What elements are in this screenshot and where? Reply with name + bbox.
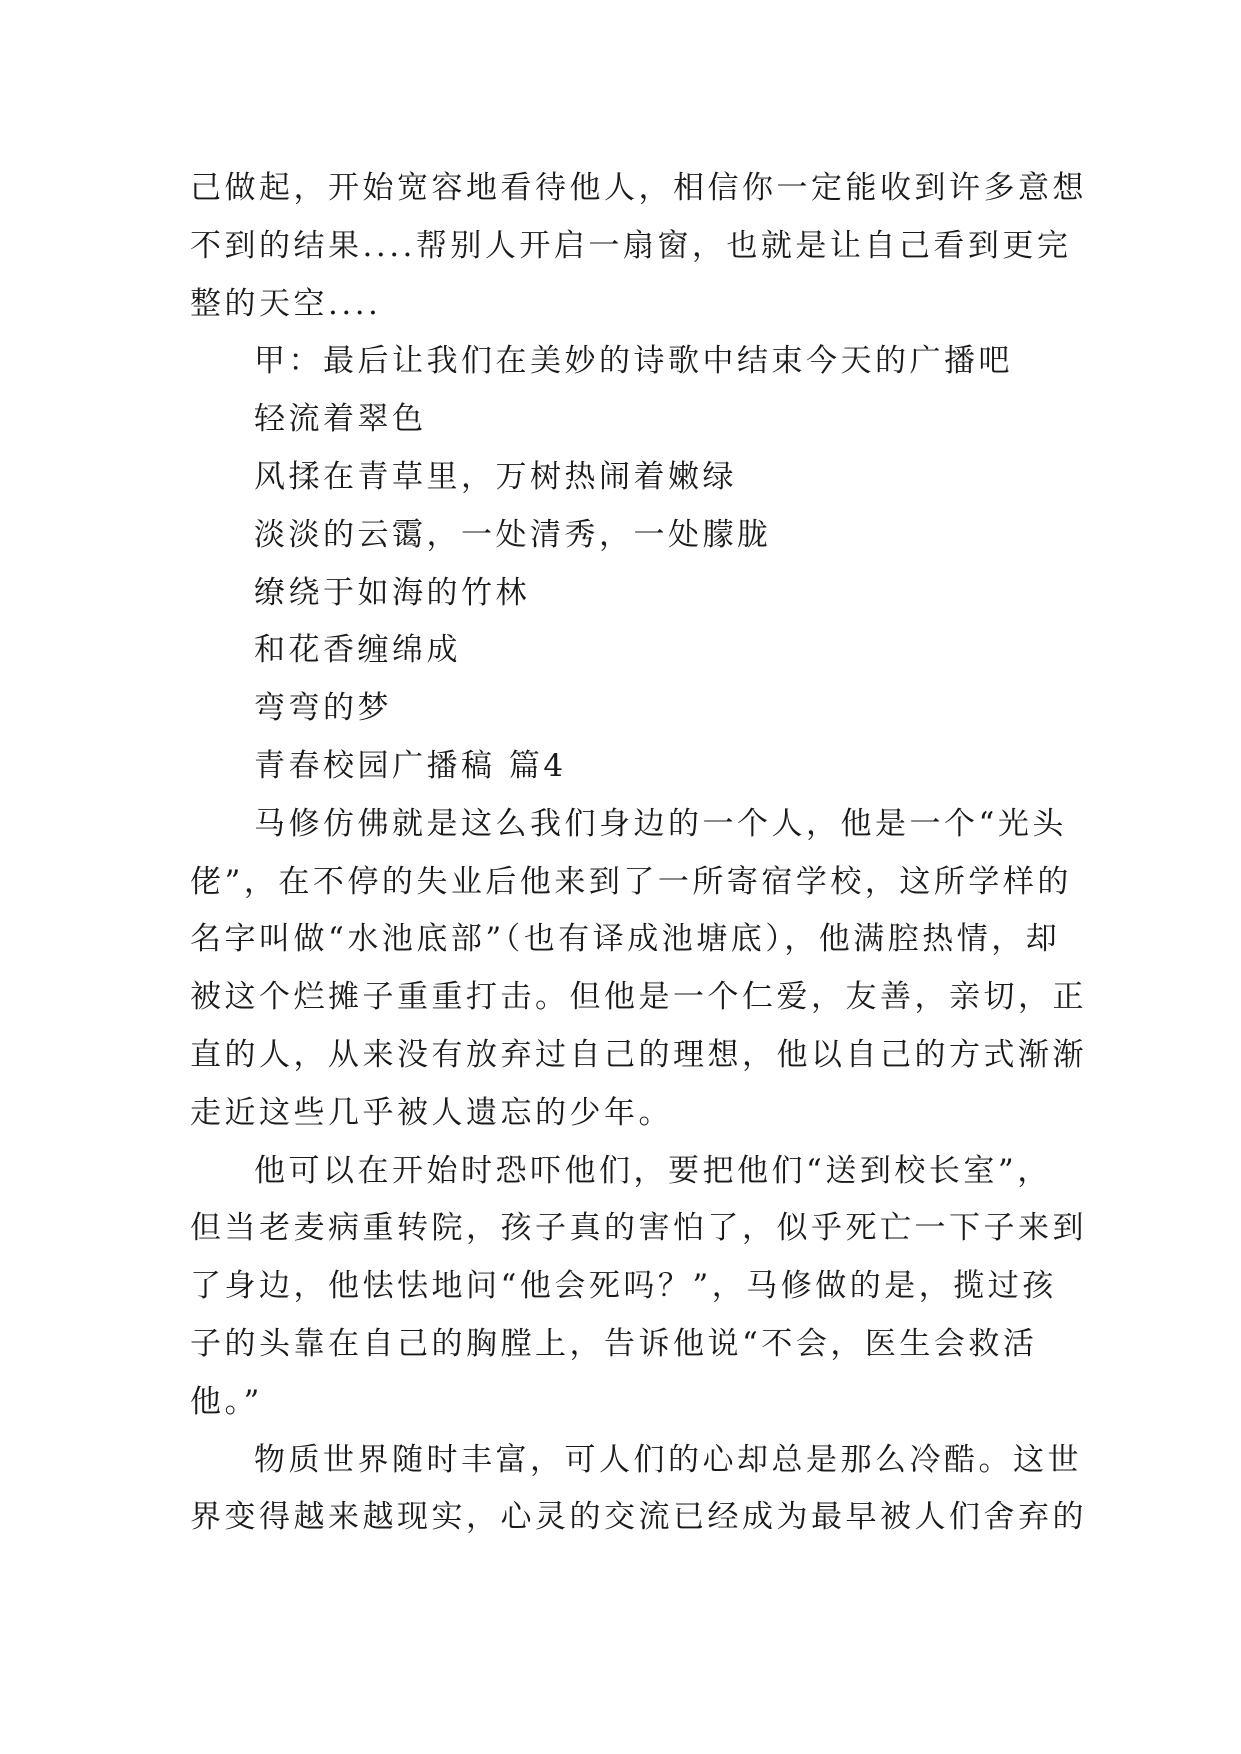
- text-line: 整的天空....: [190, 285, 382, 322]
- poem-line: 弯弯的梦: [254, 690, 392, 727]
- poem-line: 风揉在青草里，万树热闹着嫩绿: [254, 458, 737, 495]
- text-line: 子的头靠在自己的胸膛上，告诉他说“不会，医生会救活: [190, 1325, 1038, 1362]
- text-line: 被这个烂摊子重重打击。但他是一个仁爱，友善，亲切，正: [190, 979, 1087, 1016]
- text-line: 他。”: [190, 1383, 263, 1420]
- poem-line: 淡淡的云霭，一处清秀，一处朦胧: [254, 516, 772, 553]
- text-line: 马修仿佛就是这么我们身边的一个人，他是一个“光头: [254, 805, 1067, 842]
- text-line: 不到的结果....帮别人开启一扇窗，也就是让自己看到更完: [190, 227, 1072, 264]
- poem-line: 轻流着翠色: [254, 401, 427, 438]
- text-line: 界变得越来越现实，心灵的交流已经成为最早被人们舍弃的: [190, 1499, 1087, 1536]
- text-line: 走近这些几乎被人遗忘的少年。: [190, 1094, 673, 1131]
- text-line: 佬”，在不停的失业后他来到了一所寄宿学校，这所学样的: [190, 863, 1072, 900]
- text-line: 甲：最后让我们在美妙的诗歌中结束今天的广播吧: [254, 343, 1013, 380]
- text-line: 他可以在开始时恐吓他们，要把他们“送到校长室”，: [254, 1152, 1052, 1189]
- text-line: 名字叫做“水池底部”（也有译成池塘底），他满腔热情，却: [190, 921, 1061, 958]
- section-heading: 青春校园广播稿 篇4: [254, 747, 567, 784]
- text-line: 物质世界随时丰富，可人们的心却总是那么冷酷。这世: [254, 1441, 1082, 1478]
- document-body: [190, 160, 1087, 1547]
- poem-line: 缭绕于如海的竹林: [254, 574, 530, 611]
- text-line: 了身边，他怯怯地问“他会死吗？”，马修做的是，揽过孩: [190, 1268, 1057, 1305]
- text-line: 直的人，从来没有放弃过自己的理想，他以自己的方式渐渐: [190, 1036, 1087, 1073]
- poem-line: 和花香缠绵成: [254, 632, 461, 669]
- text-line: 但当老麦病重转院，孩子真的害怕了，似乎死亡一下子来到: [190, 1210, 1087, 1247]
- text-line: 己做起，开始宽容地看待他人，相信你一定能收到许多意想: [190, 170, 1087, 206]
